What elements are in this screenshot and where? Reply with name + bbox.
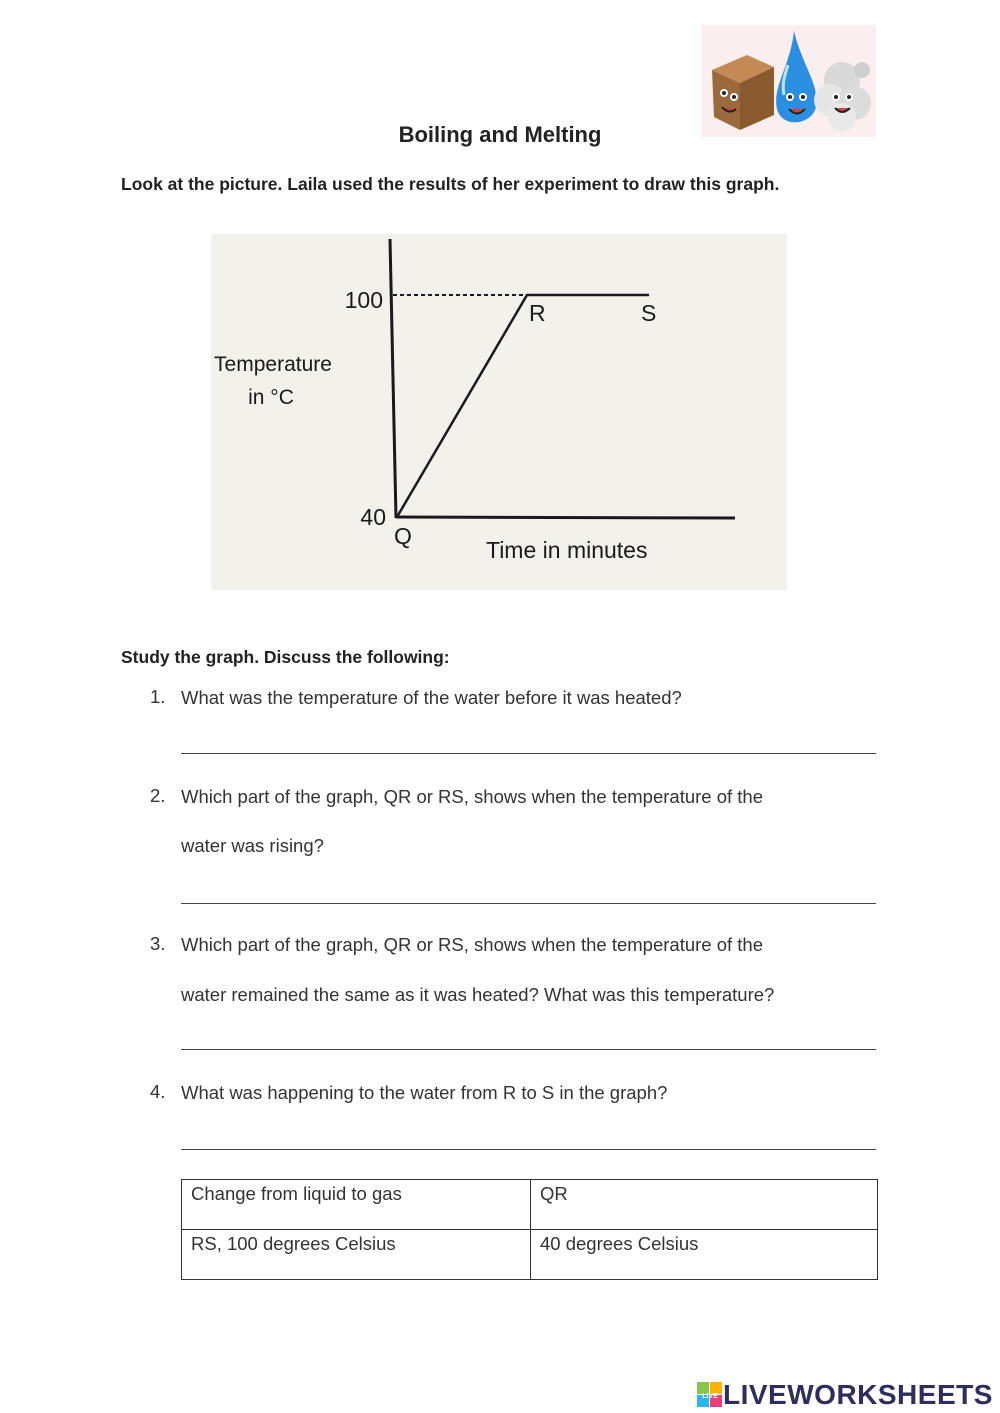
question-number: 2.	[150, 785, 166, 806]
y-axis	[390, 239, 396, 518]
temperature-graph	[211, 234, 787, 590]
answer-option[interactable]: QR	[531, 1180, 878, 1230]
point-label-r: R	[529, 300, 546, 326]
answer-line[interactable]	[181, 1149, 876, 1150]
liveworksheets-logo	[697, 1377, 993, 1413]
question-text: What was the temperature of the water before it was heated?	[181, 687, 682, 708]
question-number: 4.	[150, 1081, 166, 1102]
series-line-temperature	[397, 295, 649, 517]
answer-option[interactable]: RS, 100 degrees Celsius	[182, 1230, 531, 1280]
steam-cloud-mascot-icon	[814, 62, 871, 131]
graph-svg	[211, 234, 787, 590]
question-text-line1: Which part of the graph, QR or RS, shows when the temperature of the	[181, 786, 764, 807]
question-text-line2: water remained the same as it was heated? What was this temperature?	[181, 984, 775, 1005]
question-number: 3.	[150, 933, 166, 954]
question-text-line1: Which part of the graph, QR or RS, shows when the temperature of the	[181, 934, 764, 955]
answer-options-table	[181, 1179, 878, 1280]
answer-line[interactable]	[181, 903, 876, 904]
table-row	[182, 1230, 878, 1280]
point-label-s: S	[641, 300, 657, 326]
answer-option[interactable]: Change from liquid to gas	[182, 1180, 531, 1230]
question-number: 1.	[150, 686, 166, 707]
answer-line[interactable]	[181, 753, 876, 754]
liveworksheets-badge-icon	[697, 1382, 723, 1408]
x-axis	[396, 517, 735, 518]
water-drop-mascot-icon	[776, 31, 816, 122]
intro-text: Look at the picture. Laila used the results of her experiment to draw this graph.	[121, 174, 780, 194]
question-text-line2: water was rising?	[181, 835, 324, 856]
answer-line[interactable]	[181, 1049, 876, 1050]
states-of-matter-illustration	[702, 25, 876, 137]
tick-label-100: 100	[344, 287, 383, 313]
ice-cube-mascot-icon	[712, 55, 774, 130]
x-axis-label: Time in minutes	[486, 537, 648, 563]
y-axis-label-line2: in °C	[248, 386, 294, 409]
tick-label-40: 40	[360, 504, 386, 530]
y-axis-label-line1: Temperature	[214, 353, 332, 376]
point-label-q: Q	[394, 523, 412, 549]
question-text: What was happening to the water from R to S in the graph?	[181, 1082, 668, 1103]
logo-text: LIVEWORKSHEETS	[723, 1379, 993, 1410]
study-heading: Study the graph. Discuss the following:	[121, 647, 450, 667]
page-title: Boiling and Melting	[398, 122, 602, 147]
logo-badge-text: LIVE	[702, 1393, 718, 1400]
answer-option[interactable]: 40 degrees Celsius	[531, 1230, 878, 1280]
table-row	[182, 1180, 878, 1230]
